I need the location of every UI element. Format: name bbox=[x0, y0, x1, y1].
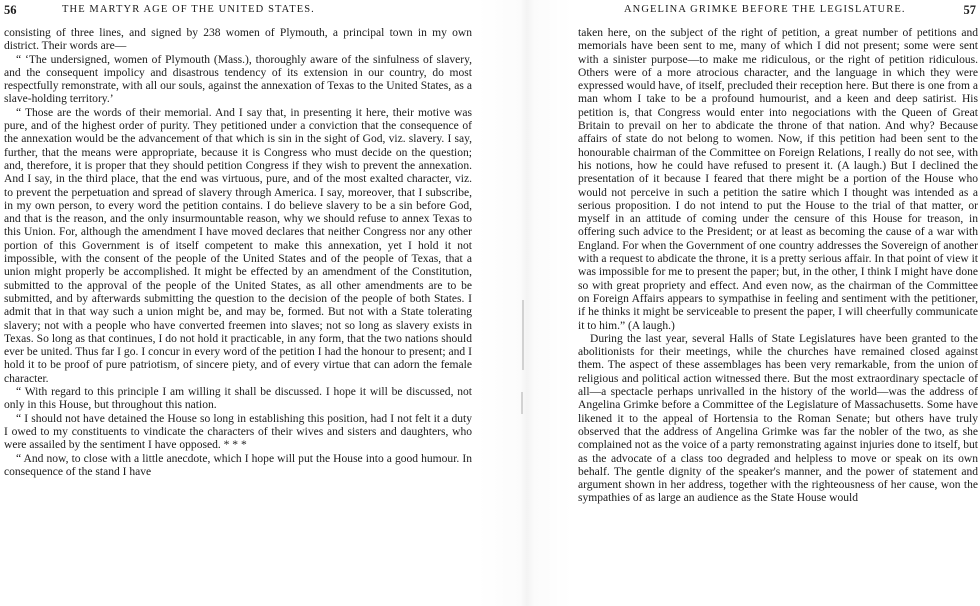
paragraph: “ With regard to this principle I am willing it shall be discussed. I hope it will be discussed, not only in this House, but throughout this nation. bbox=[4, 386, 472, 412]
paragraph: “ I should not have detained the House so long in establishing this position, had I not felt it a duty I owed to my constituents to vindicate the characters of their wives and sisters and daughters, who were assailed by the sentiment I have opposed. * * * bbox=[4, 412, 472, 452]
gutter-shadow bbox=[522, 300, 524, 370]
left-body-text bbox=[4, 27, 472, 479]
left-page bbox=[0, 0, 478, 606]
left-running-head bbox=[0, 4, 478, 18]
paragraph: During the last year, several Halls of State Legislatures have been granted to the abolitionists for their meetings, while the churches have remained closed against them. The aspect of these assemblages has been very remarkable, from the union of religious and political action witnessed there. But the most extraordinary spectacle of all—a spectacle perhaps unrivalled in the history of the world—was the address of Angelina Grimke before a Committee of the Legislature of Massachusetts. Some have likened it to the appeal of Hortensia to the Roman Senate; but others have truly observed that the address of Angelina Grimke was far the nobler of the two, as she complained not as the voice of a party remonstrating against injuries done to itself, but as the advocate of a class too degraded and helpless to move or speak on its own behalf. The gentle dignity of the speaker's manner, and the power of statement and argument shown in her address, together with the righteousness of her cause, won the sympathies of as large an audience as the State House would bbox=[578, 332, 978, 505]
book-gutter bbox=[478, 0, 572, 606]
right-page-number: 57 bbox=[963, 3, 976, 17]
left-running-title: THE MARTYR AGE OF THE UNITED STATES. bbox=[62, 4, 315, 15]
right-page bbox=[572, 0, 980, 606]
gutter-shadow bbox=[521, 392, 523, 414]
paragraph: “ ‘The undersigned, women of Plymouth (Mass.), thoroughly aware of the sinfulness of slavery, and the consequent impolicy and disastrous tendency of its extension in our country, do most respectfully remonstrate, with all our souls, against the annexation of Texas to the United States, as a slave-holding territory.’ bbox=[4, 53, 472, 106]
paragraph: “ Those are the words of their memorial. And I say that, in presenting it here, their motive was pure, and of the highest order of purity. They petitioned under a conviction that the consequence of the annexation would be the advancement of that which is sin in the sight of God, viz. slavery. I say, further, that the means were appropriate, because it is Congress who must decide on the question; and, therefore, it is proper that they should petition Congress if they wish to prevent the annexation. And I say, in the third place, that the end was virtuous, pure, and of the most exalted character, viz. to prevent the perpetuation and spread of slavery through America. I say, moreover, that I subscribe, in my own person, to every word the petition contains. I do believe slavery to be a sin before God, and that is the reason, and the only insurmountable reason, why we should refuse to annex Texas to this Union. For, although the amendment I have moved declares that neither Congress nor any other portion of this Government is of itself competent to make this annexation, yet I hold it not impossible, with the consent of the people of the United States and of the people of Texas, that a union might properly be accomplished. It might be effected by an amendment of the Constitution, submitted to the approval of the people of the United States, as all other amendments are to be submitted, and by afterwards submitting the question to the decision of the people of both States. I admit that in that way such a union might be, and may be, formed. But not with a State tolerating slavery; not with a people who have converted freemen into slaves; not so long as slavery exists in Texas. So long as that continues, I do not hold it practicable, in any form, that the two nations should ever be united. Thus far I go. I concur in every word of the petition I had the honour to present; and I hold it to be proof of pure patriotism, of sincere piety, and of every virtue that can adorn the female character. bbox=[4, 106, 472, 385]
right-running-title: ANGELINA GRIMKE BEFORE THE LEGISLATURE. bbox=[624, 4, 906, 15]
paragraph: taken here, on the subject of the right of petition, a great number of petitions and memorials have been sent to me, many of which I did not present; some were sent with a sinister purpose—to make me ridiculous, or the right of petition ridiculous. Others were of a more atrocious character, and the language in which they were expressed would have, of itself, precluded their reception here. But there is one from a man whom I take to be a profound humourist, and a keen and deep satirist. His petition is, that Congress would enter into negociations with the Queen of Great Britain to prevail on her to abdicate the throne of that nation. And why? Because affairs of state do not belong to women. Now, if this petition had been sent to the honourable chairman of the Committee on Foreign Relations, I really do not see, with his notions, how he could have refused to present it. (A laugh.) But I declined the presentation of it because I feared that there might be a portion of the House who would not perceive in such a petition the satire which I thought was intended as a serious proposition. I do not intend to put the House to the trial of that matter, or myself in an attitude of coming under the censure of this House for treason, in offering such advice to the President; or at least as becoming the cause of a war with England. For when the Government of one country addresses the Sovereign of another with a request to abdicate the throne, it is a pretty serious affair. In that point of view it was impossible for me to present the paper; but, in the other, I think I might have done so with great propriety and effect. And even now, as the chairman of the Committee on Foreign Affairs appears to sympathise in feeling and sentiment with the petitioner, if he thinks it might be serviceable to present the paper, I will cheerfully communicate it to him.” (A laugh.) bbox=[578, 27, 978, 332]
paragraph: consisting of three lines, and signed by 238 women of Plymouth, a principal town in my own district. Their words are— bbox=[4, 27, 472, 53]
right-running-head bbox=[572, 4, 980, 18]
paragraph: “ And now, to close with a little anecdote, which I hope will put the House into a good humour. In consequence of the stand I have bbox=[4, 452, 472, 478]
left-page-number: 56 bbox=[4, 3, 17, 17]
right-body-text bbox=[578, 27, 978, 506]
